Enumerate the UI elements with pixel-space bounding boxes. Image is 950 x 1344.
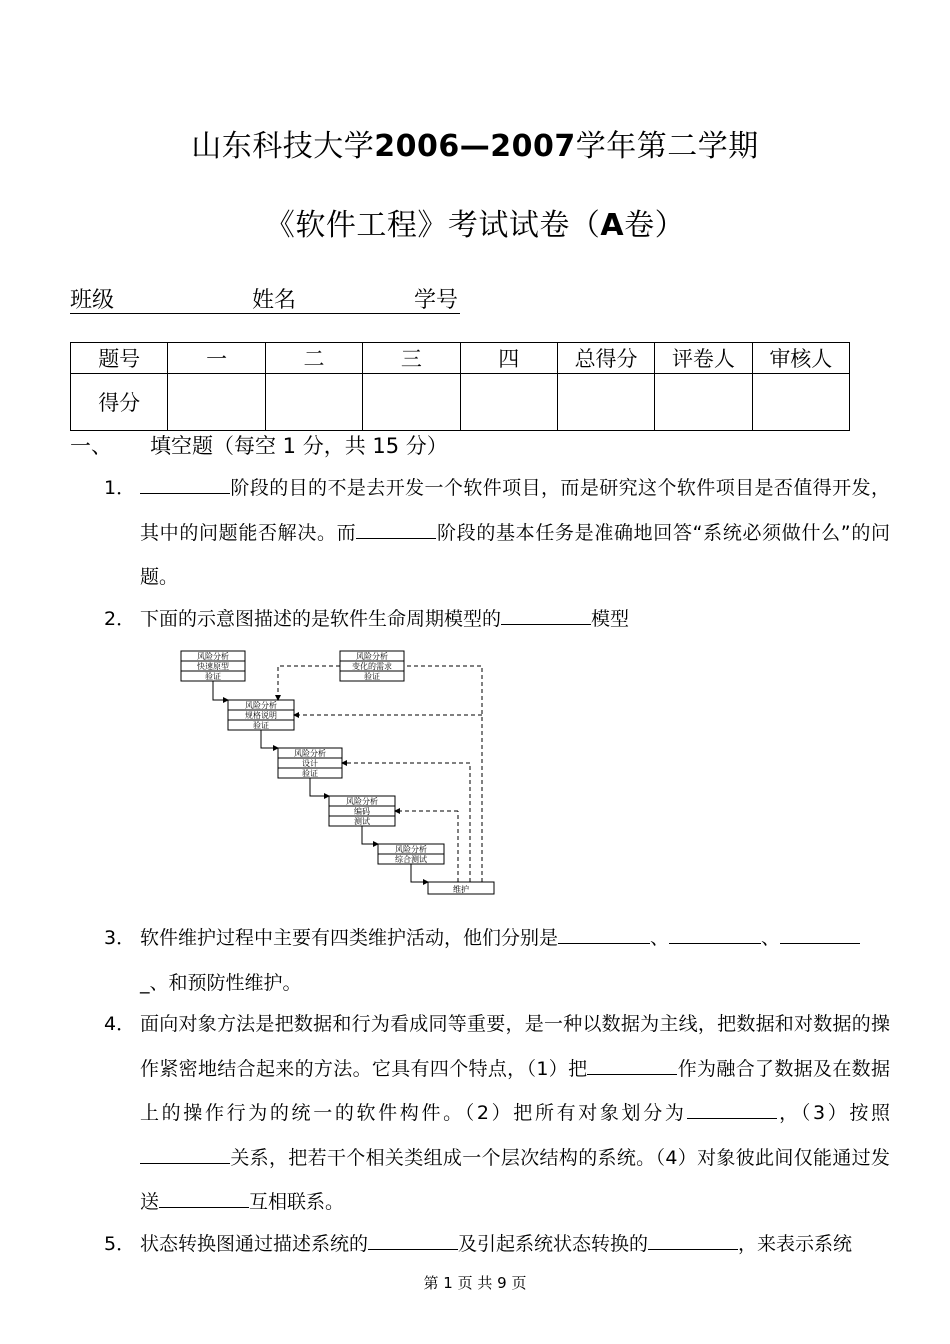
page-title: [0, 121, 950, 165]
question-5: [104, 1222, 890, 1267]
subtitle-end: 卷）: [624, 208, 686, 243]
question-text: ，（3）按照: [776, 1102, 891, 1124]
section-number: 一、: [70, 434, 112, 458]
class-label: 班级: [70, 288, 115, 313]
answer-blank[interactable]: [558, 924, 650, 944]
answer-blank[interactable]: [687, 1099, 777, 1119]
answer-blank[interactable]: [648, 1230, 738, 1250]
diagram-label: 风险分析: [197, 652, 229, 661]
question-text: 关系，把若干个相关类组成一个层次结构的系统。（4）对象彼此间仅能通过发送: [140, 1146, 890, 1213]
score-table-score-row: [71, 374, 850, 431]
question-number: 1．: [104, 477, 136, 499]
diagram-label: 快速原型: [197, 662, 229, 671]
question-text: 模型: [591, 608, 630, 630]
question-number: 2．: [104, 608, 136, 630]
name-label: 姓名: [252, 288, 297, 313]
title-university: 山东科技大学: [191, 129, 375, 164]
question-text: 状态转换图通过描述系统的: [140, 1233, 369, 1255]
question-text: 面向对象方法是把数据和行为看成同等重要，是一种以数据为主线，把数据和对数据的操作紧密地结合起来的方法。它具有四个特点，（1）把: [140, 1013, 890, 1080]
answer-blank[interactable]: [368, 1230, 458, 1250]
diagram-label: 规格说明: [245, 711, 277, 720]
score-cell: [655, 374, 752, 431]
diagram-label: 验证: [364, 672, 380, 681]
score-header-cell: 评卷人: [655, 343, 752, 374]
score-header-cell: 一: [168, 343, 265, 374]
subtitle-paper-type: A: [600, 208, 625, 243]
diagram-label: 验证: [205, 672, 221, 681]
answer-blank[interactable]: [140, 1144, 230, 1164]
question-text: 互相联系。: [249, 1191, 345, 1213]
title-semester: 学年第二学期: [575, 129, 759, 164]
answer-blank[interactable]: [780, 924, 860, 944]
section-title: 填空题（每空 1 分，共 15 分）: [150, 434, 448, 458]
question-text: ，来表示系统: [738, 1233, 853, 1255]
score-row-label: 得分: [71, 374, 168, 431]
diagram-label: 验证: [302, 769, 318, 778]
student-id-label: 学号: [414, 288, 459, 313]
question-number: 5．: [104, 1233, 136, 1255]
diagram-label: 风险分析: [395, 845, 427, 854]
question-1: [104, 466, 890, 600]
question-text: 作为融合了数据及在数据上的操作行为的统一的软件构件。（2）把所有对象划分为: [140, 1057, 890, 1124]
diagram-label: 综合测试: [395, 855, 427, 864]
question-text: 软件维护过程中主要有四类维护活动，他们分别是: [140, 927, 559, 949]
score-header-cell: 二: [265, 343, 362, 374]
score-header-cell: 审核人: [752, 343, 849, 374]
question-text: 及引起系统状态转换的: [458, 1233, 649, 1255]
answer-blank[interactable]: [159, 1188, 249, 1208]
diagram-label: 风险分析: [346, 797, 378, 806]
diagram-label: 设计: [302, 759, 318, 768]
question-text: _、和预防性维护。: [140, 971, 302, 994]
score-cell: [752, 374, 849, 431]
question-separator: 、: [761, 927, 781, 949]
diagram-label: 编码: [354, 807, 370, 816]
diagram-label: 变化的需求: [352, 662, 392, 671]
diagram-label: 风险分析: [245, 701, 277, 710]
diagram-label: 风险分析: [294, 749, 326, 758]
subtitle-course: 《软件工程》考试试卷（: [264, 208, 601, 243]
score-header-cell: 总得分: [557, 343, 654, 374]
score-cell: [460, 374, 557, 431]
answer-blank[interactable]: [501, 605, 591, 625]
score-cell: [363, 374, 460, 431]
student-info-line: [70, 283, 460, 314]
question-4: [104, 1002, 890, 1225]
page-subtitle: [0, 200, 950, 244]
question-number: 4．: [104, 1013, 136, 1035]
answer-blank[interactable]: [587, 1055, 677, 1075]
answer-blank[interactable]: [140, 474, 230, 494]
question-text: 阶段的目的不是去开发一个软件项目，而是研究这个软件项目是否值得开发，其中的问题能否解决。而: [140, 477, 890, 544]
waterfall-model-diagram: [178, 648, 500, 898]
question-3: [104, 916, 890, 1005]
score-header-cell: 三: [363, 343, 460, 374]
question-text: 下面的示意图描述的是软件生命周期模型的: [140, 608, 502, 630]
answer-blank[interactable]: [669, 924, 761, 944]
score-table-header-row: [71, 343, 850, 374]
diagram-label: 测试: [354, 817, 370, 826]
score-cell: [557, 374, 654, 431]
score-table: [70, 342, 850, 431]
question-text: 阶段的基本任务是准确地回答“系统必须做什么”的问题。: [140, 521, 890, 588]
diagram-label: 风险分析: [356, 652, 388, 661]
diagram-label: 维护: [453, 885, 469, 894]
question-2: [104, 597, 890, 642]
answer-blank[interactable]: [356, 519, 436, 539]
question-number: 3．: [104, 927, 136, 949]
score-header-cell: 题号: [71, 343, 168, 374]
score-cell: [265, 374, 362, 431]
score-header-cell: 四: [460, 343, 557, 374]
diagram-label: 验证: [253, 721, 269, 730]
score-cell: [168, 374, 265, 431]
section-heading: [70, 430, 448, 460]
title-years: 2006—2007: [374, 129, 576, 164]
question-separator: 、: [650, 927, 670, 949]
page-footer: 第 1 页 共 9 页: [423, 1274, 527, 1292]
